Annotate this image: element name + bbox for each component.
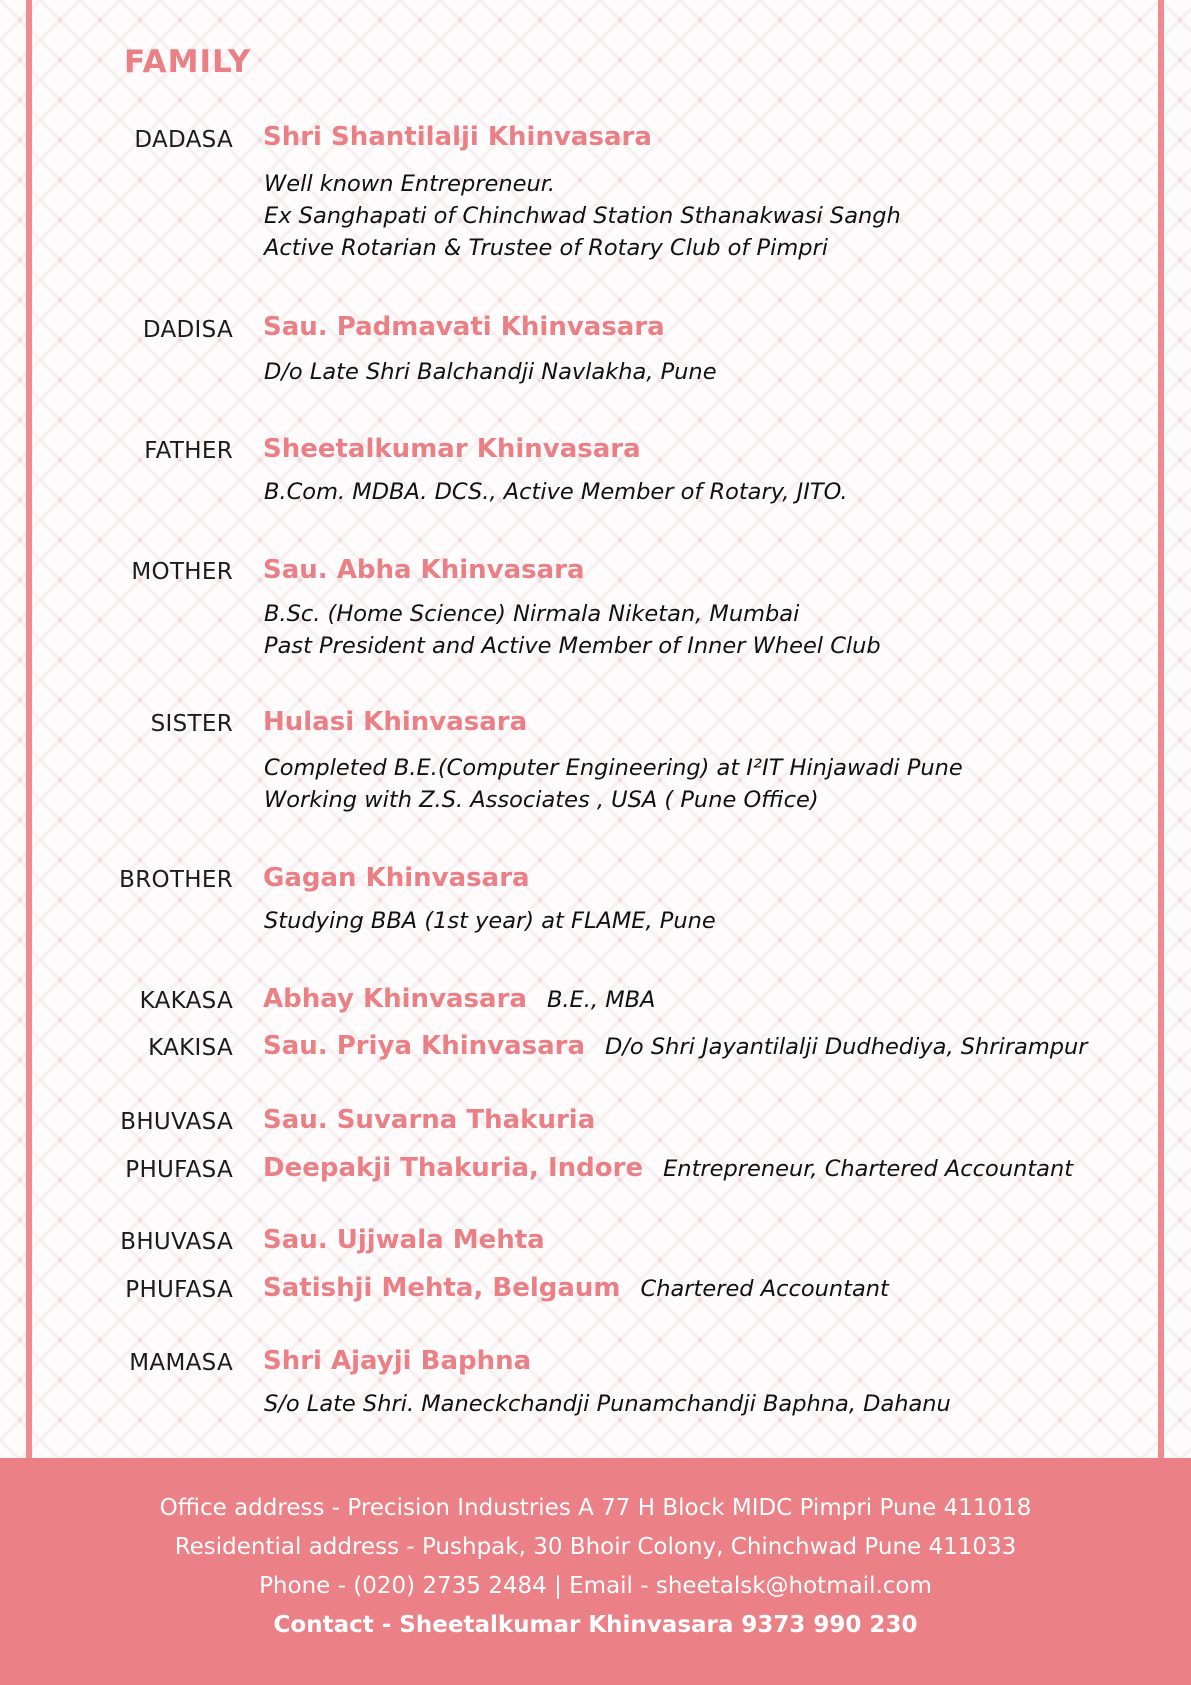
member-details	[264, 598, 881, 662]
member-details	[264, 905, 716, 937]
member-role: PHUFASA	[125, 1157, 233, 1183]
member-name-text: Abhay Khinvasara	[263, 984, 527, 1014]
member-role: BHUVASA	[120, 1229, 233, 1255]
member-inline-detail: B.E., MBA	[546, 987, 656, 1013]
detail-line: D/o Late Shri Balchandji Navlakha, Pune	[264, 359, 717, 385]
detail-line: Active Rotarian & Trustee of Rotary Club of Pimpri	[264, 235, 829, 261]
detail-line: B.Sc. (Home Science) Nirmala Niketan, Mumbai	[264, 601, 800, 627]
member-name: Sau. Padmavati Khinvasara	[263, 312, 665, 342]
member-role: SISTER	[150, 711, 233, 737]
detail-line: B.Com. MDBA. DCS., Active Member of Rotary, JITO.	[264, 479, 848, 505]
section-title: FAMILY	[124, 44, 252, 80]
member-details	[264, 476, 848, 508]
member-inline-detail: D/o Shri Jayantilalji Dudhediya, Shrirampur	[605, 1034, 1088, 1060]
member-inline-detail: Chartered Accountant	[640, 1276, 889, 1302]
member-role: KAKISA	[148, 1035, 233, 1061]
member-name: Sau. Ujjwala Mehta	[263, 1225, 545, 1255]
member-role: MOTHER	[131, 559, 233, 585]
member-name-text: Satishji Mehta, Belgaum	[263, 1273, 621, 1303]
member-role: KAKASA	[139, 988, 233, 1014]
member-name: Shri Shantilalji Khinvasara	[263, 122, 652, 152]
residential-address: Residential address - Pushpak, 30 Bhoir Colony, Chinchwad Pune 411033	[174, 1534, 1017, 1560]
page-border-left	[26, 0, 32, 1458]
member-name: Shri Ajayji Baphna	[263, 1346, 532, 1376]
member-role: DADISA	[142, 317, 233, 343]
member-name-text: Deepakji Thakuria, Indore	[263, 1153, 644, 1183]
contact-line: Contact - Sheetalkumar Khinvasara 9373 990 230	[273, 1612, 918, 1638]
member-name	[263, 1031, 1088, 1061]
footer-contact-band	[0, 1458, 1191, 1685]
member-name: Sau. Suvarna Thakuria	[263, 1105, 596, 1135]
member-details	[264, 752, 963, 816]
detail-line: Ex Sanghapati of Chinchwad Station Sthanakwasi Sangh	[264, 203, 901, 229]
member-name: Hulasi Khinvasara	[263, 707, 528, 737]
member-inline-detail: Entrepreneur, Chartered Accountant	[663, 1156, 1074, 1182]
member-role: DADASA	[134, 127, 233, 153]
phone-email: Phone - (020) 2735 2484 | Email - sheetalsk@hotmail.com	[259, 1573, 932, 1599]
member-details	[264, 168, 901, 264]
detail-line: Past President and Active Member of Inner Wheel Club	[264, 633, 881, 659]
member-details	[264, 1388, 951, 1420]
member-name	[263, 984, 655, 1014]
detail-line: Well known Entrepreneur.	[264, 171, 556, 197]
member-name: Gagan Khinvasara	[263, 863, 530, 893]
member-name	[263, 1153, 1073, 1183]
member-name-text: Sau. Priya Khinvasara	[263, 1031, 586, 1061]
member-details	[264, 356, 717, 388]
member-role: BHUVASA	[120, 1109, 233, 1135]
member-role: BROTHER	[119, 867, 233, 893]
detail-line: Studying BBA (1st year) at FLAME, Pune	[264, 908, 716, 934]
member-name: Sau. Abha Khinvasara	[263, 555, 585, 585]
detail-line: Working with Z.S. Associates , USA ( Pune Office)	[264, 787, 819, 813]
member-role: PHUFASA	[125, 1277, 233, 1303]
member-name: Sheetalkumar Khinvasara	[263, 434, 641, 464]
page-border-right	[1158, 0, 1164, 1458]
member-name	[263, 1273, 889, 1303]
member-role: MAMASA	[129, 1350, 233, 1376]
detail-line: S/o Late Shri. Maneckchandji Punamchandji Baphna, Dahanu	[264, 1391, 951, 1417]
detail-line: Completed B.E.(Computer Engineering) at I²IT Hinjawadi Pune	[264, 755, 963, 781]
office-address: Office address - Precision Industries A 77 H Block MIDC Pimpri Pune 411018	[159, 1495, 1032, 1521]
member-role: FATHER	[144, 438, 233, 464]
